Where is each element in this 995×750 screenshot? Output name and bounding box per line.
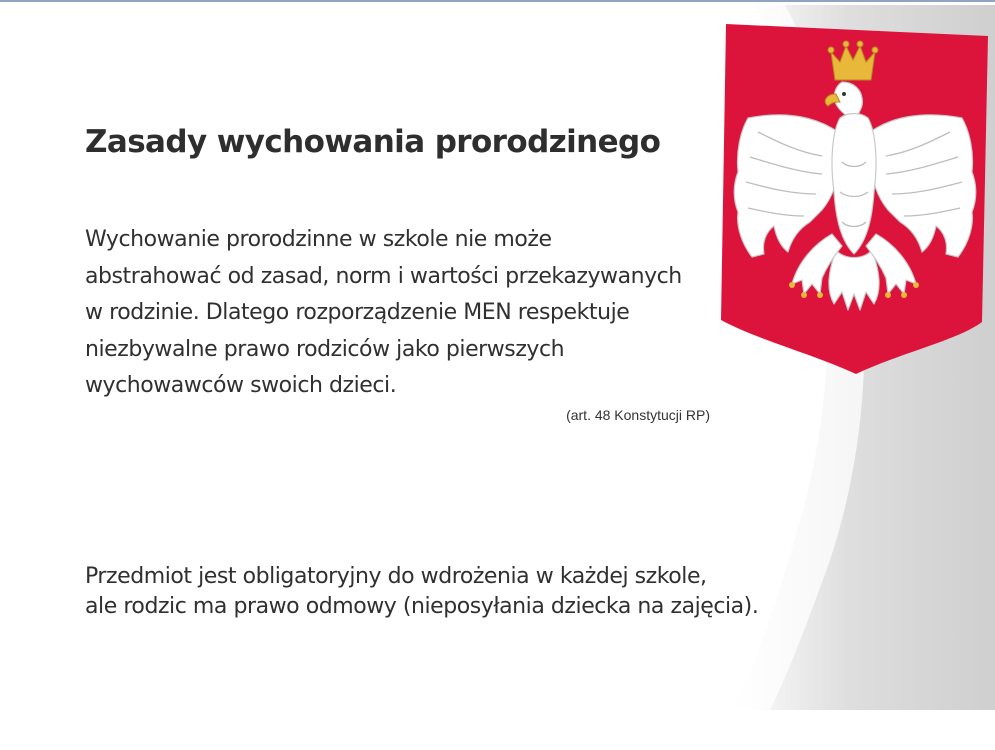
note-paragraph <box>85 562 758 622</box>
paragraph-line: niezbywalne prawo rodziców jako pierwszych <box>85 336 565 362</box>
paragraph-line: Wychowanie prorodzinne w szkole nie może <box>85 227 552 252</box>
polish-white-eagle-coat-of-arms-icon <box>718 22 990 380</box>
main-paragraph <box>85 222 725 405</box>
slide-title: Zasady wychowania prorodzinego <box>85 124 661 160</box>
note-line: ale rodzic ma prawo odmowy (nieposyłania dziecka na zajęcia). <box>85 594 759 619</box>
note-line: Przedmiot jest obligatoryjny do wdrożenia w każdej szkole, <box>85 564 707 589</box>
paragraph-line: wychowawców swoich dzieci. <box>85 373 397 398</box>
paragraph-line: w rodzinie. Dlatego rozporządzenie MEN respektuje <box>85 300 630 325</box>
citation: (art. 48 Konstytucji RP) <box>566 407 710 423</box>
paragraph-line: abstrahować od zasad, norm i wartości przekazywanych <box>85 263 682 289</box>
